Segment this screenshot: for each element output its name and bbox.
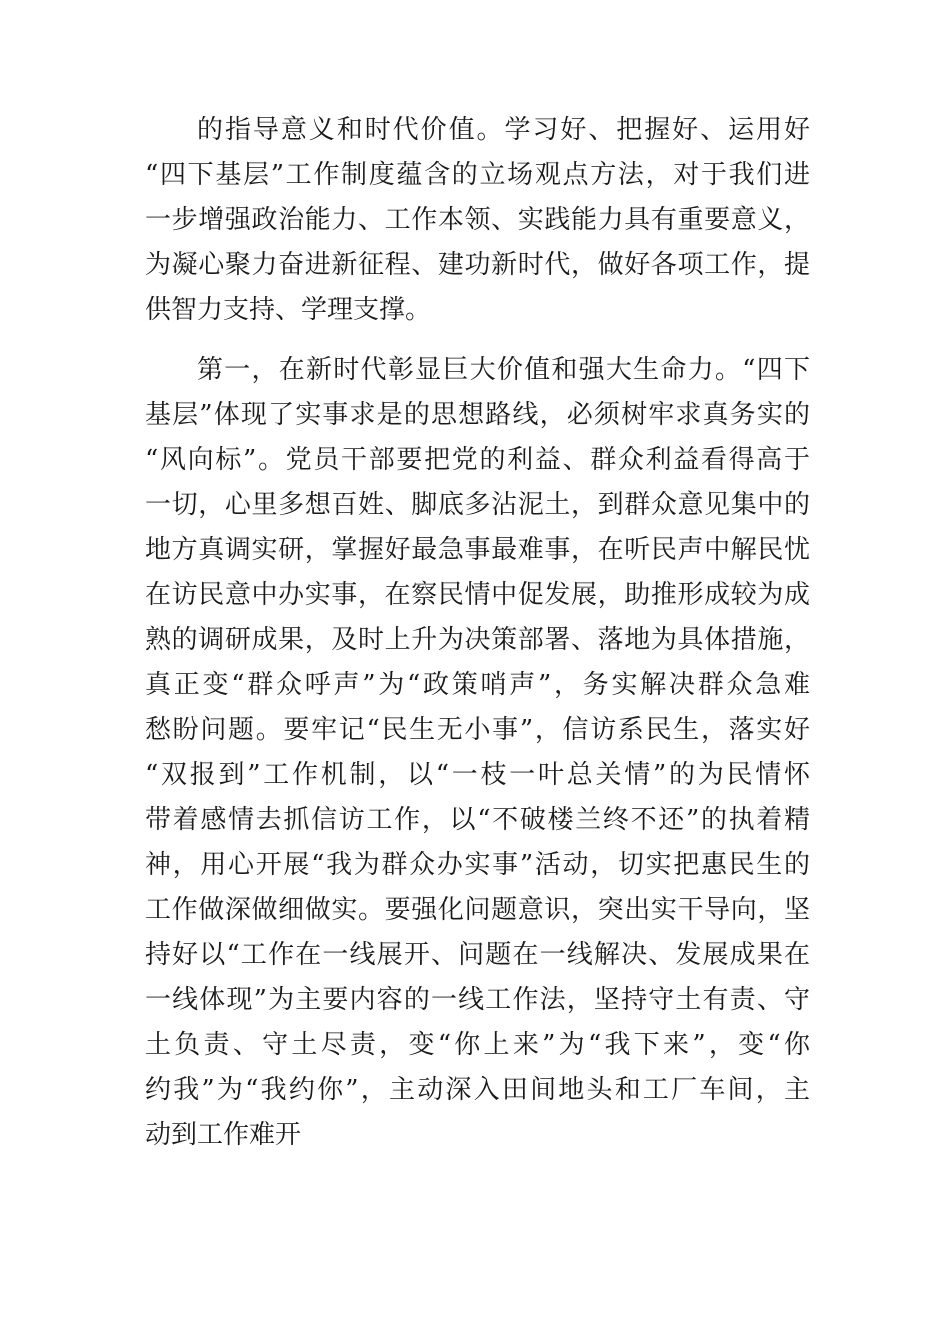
- text-line: 一切，心里多想百姓、脚底多沾泥土，到群众意见集中的: [145, 490, 810, 520]
- text-line: 动到工作难开: [145, 1120, 302, 1150]
- text-line: 的指导意义和时代价值。学习好、把握好、运用好: [197, 115, 810, 145]
- paragraph-intro: [145, 108, 810, 333]
- text-line: 为凝心聚力奋进新征程、建功新时代，做好各项工作，提: [145, 250, 810, 280]
- text-line: 供智力支持、学理支撑。: [145, 295, 432, 325]
- text-line: 一线体现”为主要内容的一线工作法，坚持守土有责、守: [145, 985, 810, 1015]
- text-line: 第一，在新时代彰显巨大价值和强大生命力。“四下: [197, 355, 810, 385]
- text-line: 地方真调实研，掌握好最急事最难事，在听民声中解民忧: [145, 535, 810, 565]
- text-line: 熟的调研成果，及时上升为决策部署、落地为具体措施，: [145, 625, 810, 655]
- text-line: 一步增强政治能力、工作本领、实践能力具有重要意义，: [145, 205, 810, 235]
- text-line: 约我”为“我约你”，主动深入田间地头和工厂车间，主: [145, 1075, 810, 1105]
- text-line: 基层”体现了实事求是的思想路线，必须树牢求真务实的: [145, 400, 810, 430]
- text-line: 神，用心开展“我为群众办实事”活动，切实把惠民生的: [145, 850, 810, 880]
- paragraph-first-point: [145, 348, 810, 1158]
- document-body: [145, 108, 810, 1158]
- text-line: 持好以“工作在一线展开、问题在一线解决、发展成果在: [145, 940, 810, 970]
- text-line: “四下基层”工作制度蕴含的立场观点方法，对于我们进: [145, 160, 810, 190]
- text-line: 在访民意中办实事，在察民情中促发展，助推形成较为成: [145, 580, 810, 610]
- text-line: “双报到”工作机制，以“一枝一叶总关情”的为民情怀: [145, 760, 810, 790]
- text-line: 带着感情去抓信访工作，以“不破楼兰终不还”的执着精: [145, 805, 810, 835]
- text-line: 土负责、守土尽责，变“你上来”为“我下来”，变“你: [145, 1030, 810, 1060]
- text-line: “风向标”。党员干部要把党的利益、群众利益看得高于: [145, 445, 810, 475]
- text-line: 工作做深做细做实。要强化问题意识，突出实干导向，坚: [145, 895, 810, 925]
- text-line: 真正变“群众呼声”为“政策哨声”，务实解决群众急难: [145, 670, 810, 700]
- text-line: 愁盼问题。要牢记“民生无小事”，信访系民生，落实好: [145, 715, 810, 745]
